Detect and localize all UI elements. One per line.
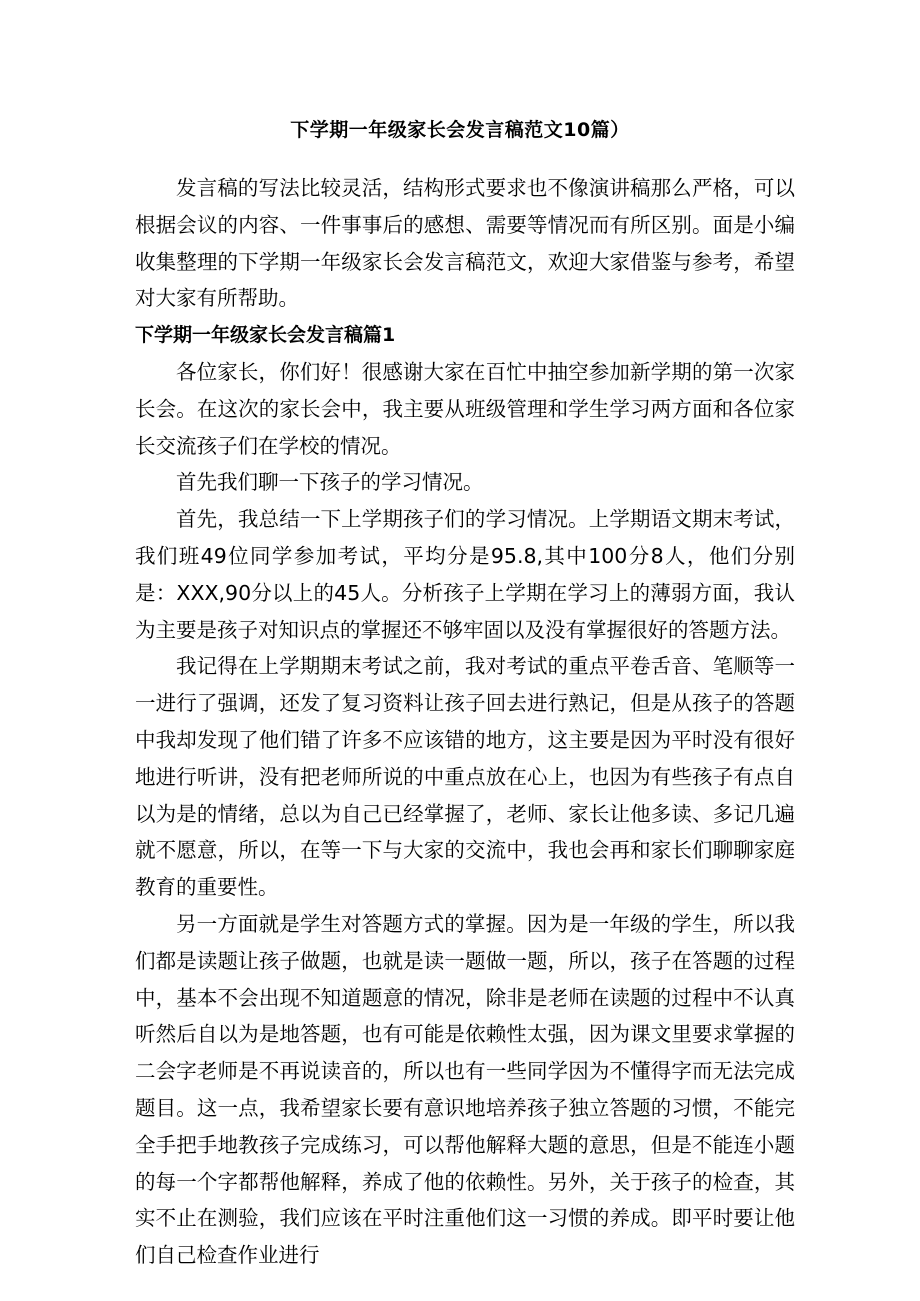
section-heading: 下学期一年级家长会发言稿篇1 xyxy=(135,324,396,347)
intro-paragraph: 发言稿的写法比较灵活，结构形式要求也不像演讲稿那么严格，可以根据会议的内容、一件事事后的感想、需要等情况而有所区别。面是小编收集整理的下学期一年级家长会发言稿范文，欢迎大家借鉴与参考，希望对大家有所帮助。 xyxy=(135,176,795,311)
body-paragraph: 我记得在上学期期末考试之前，我对考试的重点平卷舌音、笔顺等一一进行了强调，还发了复习资料让孩子回去进行熟记，但是从孩子的答题中我却发现了他们错了许多不应该错的地方，这主要是因为平时没有很好地进行听讲，没有把老师所说的中重点放在心上，也因为有些孩子有点自以为是的情绪，总以为自己已经掌握了，老师、家长让他多读、多记几遍就不愿意，所以，在等一下与大家的交流中，我也会再和家长们聊聊家庭教育的重要性。 xyxy=(135,654,795,900)
document-title: 下学期一年级家长会发言稿范文10篇） xyxy=(290,119,630,141)
body-paragraph: 首先，我总结一下上学期孩子们的学习情况。上学期语文期末考试，我们班49位同学参加考试，平均分是95.8,其中100分8人，他们分别是：XXX,90分以上的45人。分析孩子上学期在学习上的薄弱方面，我认为主要是孩子对知识点的掌握还不够牢固以及没有掌握很好的答题方法。 xyxy=(135,507,795,642)
body-paragraph: 另一方面就是学生对答题方式的掌握。因为是一年级的学生，所以我们都是读题让孩子做题，也就是读一题做一题，所以，孩子在答题的过程中，基本不会出现不知道题意的情况，除非是老师在读题的过程中不认真听然后自以为是地答题，也有可能是依赖性太强，因为课文里要求掌握的二会字老师是不再说读音的，所以也有一些同学因为不懂得字而无法完成题目。这一点，我希望家长要有意识地培养孩子独立答题的习惯，不能完全手把手地教孩子完成练习，可以帮他解释大题的意思，但是不能连小题的每一个字都帮他解释，养成了他的依赖性。另外，关于孩子的检查，其实不止在测验，我们应该在平时注重他们这一习惯的养成。即平时要让他们自己检查作业进行 xyxy=(135,911,795,1268)
document-body xyxy=(135,170,795,1274)
body-paragraph: 各位家长，你们好！很感谢大家在百忙中抽空参加新学期的第一次家长会。在这次的家长会中，我主要从班级管理和学生学习两方面和各位家长交流孩子们在学校的情况。 xyxy=(135,359,795,458)
body-paragraph: 首先我们聊一下孩子的学习情况。 xyxy=(176,470,484,495)
